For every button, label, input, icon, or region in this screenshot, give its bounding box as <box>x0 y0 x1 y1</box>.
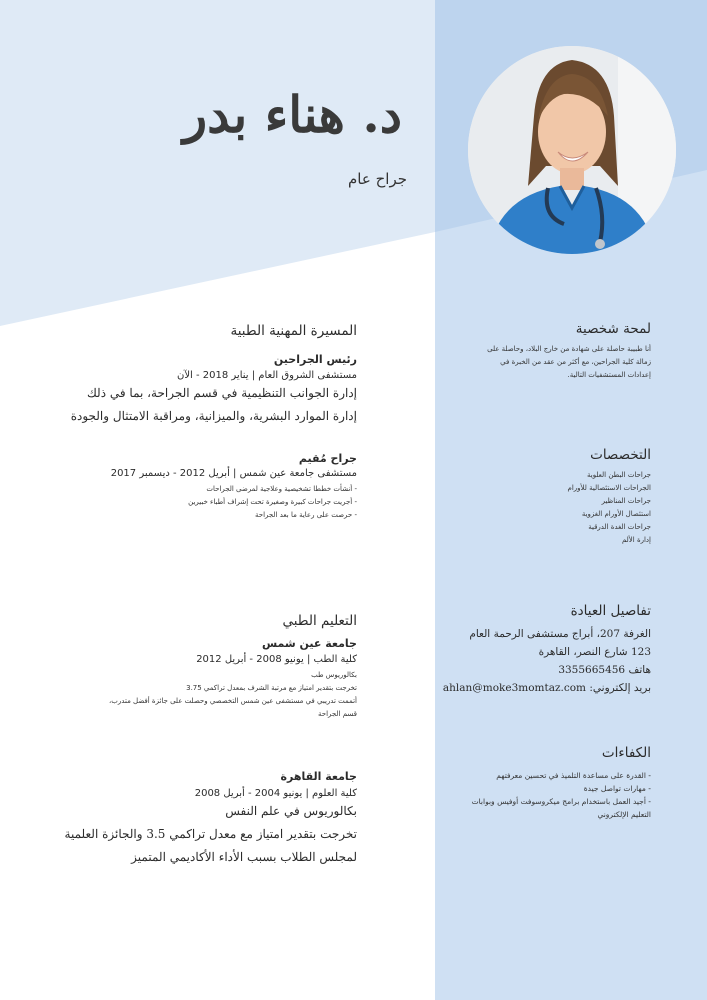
org-dates: مستشفى جامعة عين شمس | أبريل 2012 - ديسمبر 2017 <box>110 468 357 479</box>
school-name: جامعة عين شمس <box>261 637 357 650</box>
faculty-dates: كلية العلوم | يونيو 2004 - أبريل 2008 <box>194 788 357 799</box>
profile-section <box>461 321 651 382</box>
education-entry-2 <box>64 770 357 868</box>
profile-line: أنا طبيبة حاصلة على شهادة من خارج البلاد، وحاصلة على <box>487 345 651 353</box>
profile-photo <box>468 46 676 254</box>
faculty-dates: كلية الطب | يونيو 2008 - أبريل 2012 <box>196 654 357 665</box>
clinic-email[interactable]: بريد إلكتروني: ahlan@moke3momtaz.com <box>442 682 651 694</box>
clinic-title: تفاصيل العيادة <box>570 603 651 619</box>
doctor-portrait <box>468 46 676 254</box>
skills-title: الكفاءات <box>601 745 651 761</box>
skills-section <box>441 745 651 821</box>
specialty-item: جراحات البطن العلوية <box>587 471 651 479</box>
org-dates: مستشفى الشروق العام | يناير 2018 - الآن <box>176 370 357 381</box>
career-section <box>70 323 357 427</box>
specialty-item: استئصال الأورام الغزوية <box>581 510 651 518</box>
education-line: بكالوريوس في علم النفس <box>225 804 357 818</box>
clinic-section <box>431 603 651 697</box>
specialty-item: إدارة الألم <box>621 536 651 544</box>
specialties-section <box>461 447 651 547</box>
education-line: أتممت تدريبي في مستشفى عين شمس التخصصي وحصلت على جائزة أفضل متدرب، قسم الجراحة <box>109 697 357 718</box>
school-name: جامعة القاهرة <box>280 770 357 783</box>
job-line: - حرصت على رعاية ما بعد الجراحة <box>255 511 357 519</box>
position-title: جراح مُقيم <box>298 452 357 465</box>
job-line: - أنشأت خططا تشخيصية وعلاجية لمرضى الجراحات <box>206 485 357 493</box>
education-section <box>97 613 357 721</box>
profile-line: إعدادات المستشفيات التالية. <box>567 371 651 379</box>
education-line: بكالوريوس طب <box>311 671 357 679</box>
profile-line: زمالة كلية الجراحين، مع أكثر من عقد من الخبرة في <box>500 358 651 366</box>
job-title: جراح عام <box>348 170 407 188</box>
doctor-name: د. هناء بدر <box>183 85 402 144</box>
specialty-item: جراحات المناظير <box>601 497 651 505</box>
position-title: رئيس الجراحين <box>273 353 357 366</box>
career-job-2 <box>97 452 357 522</box>
education-line: لمجلس الطلاب بسبب الأداء الأكاديمي المتميز <box>131 850 357 864</box>
education-line: تخرجت بتقدير امتياز مع معدل تراكمي 3.5 والجائزة العلمية <box>64 827 357 841</box>
header-band <box>0 0 435 326</box>
job-line: إدارة الجوانب التنظيمية في قسم الجراحة، بما في ذلك <box>86 386 357 400</box>
job-line: - أجريت جراحات كبيرة وصغيرة تحت إشراف أطباء خبيرين <box>188 498 357 506</box>
career-title: المسيرة المهنية الطبية <box>230 323 357 339</box>
clinic-address: الغرفة 207، أبراج مستشفى الرحمة العام <box>469 628 651 640</box>
education-title: التعليم الطبي <box>282 613 357 629</box>
skill-item: - أجيد العمل باستخدام برامج ميكروسوفت أوفيس وبوابات <box>471 797 651 806</box>
clinic-phone: هاتف 3355665456 <box>558 664 651 676</box>
skill-item: التعليم الإلكتروني <box>597 810 651 819</box>
clinic-street: 123 شارع النصر، القاهرة <box>538 646 651 658</box>
specialty-item: الجراحات الاستئصالية للأورام <box>567 484 651 492</box>
specialties-title: التخصصات <box>590 447 651 463</box>
skill-item: - مهارات تواصل جيدة <box>583 784 651 793</box>
job-line: إدارة الموارد البشرية، والميزانية، ومراقبة الامتثال والجودة <box>70 409 357 423</box>
specialty-item: جراحات الغدة الدرقية <box>588 523 651 531</box>
skill-item: - القدرة على مساعدة التلميذ في تحسين معرفتهم <box>496 771 651 780</box>
profile-title: لمحة شخصية <box>575 321 651 337</box>
education-line: تخرجت بتقدير امتياز مع مرتبة الشرف بمعدل تراكمي 3.75 <box>186 684 357 692</box>
